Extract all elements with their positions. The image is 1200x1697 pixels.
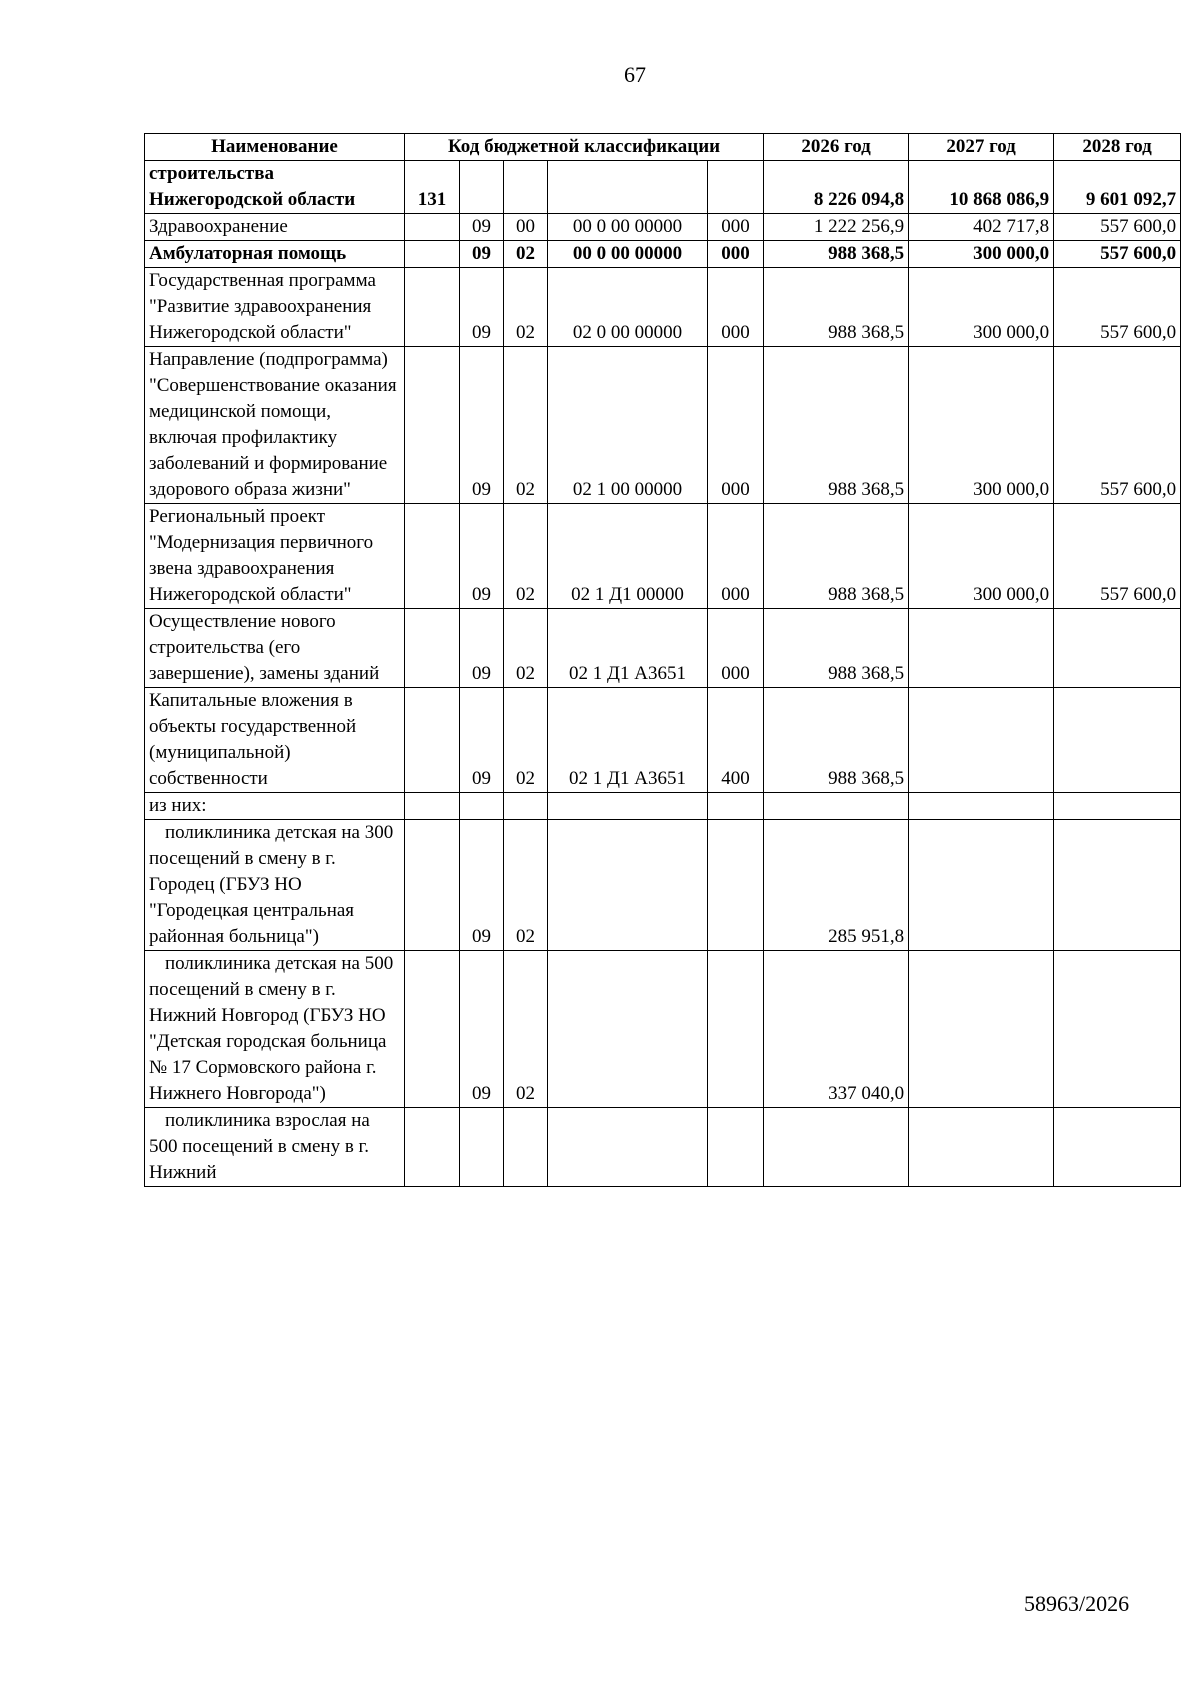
cell-subsection: 00 — [504, 214, 548, 241]
cell-target-article — [548, 161, 708, 214]
cell-name: из них: — [145, 793, 405, 820]
header-2028: 2028 год — [1054, 134, 1181, 161]
cell-expense-type — [708, 820, 764, 951]
header-2027: 2027 год — [909, 134, 1054, 161]
cell-subsection: 02 — [504, 609, 548, 688]
cell-2027: 300 000,0 — [909, 504, 1054, 609]
cell-section: 09 — [460, 504, 504, 609]
cell-name: Государственная программа "Развитие здравоохранения Нижегородской области" — [145, 268, 405, 347]
cell-grbs — [405, 1108, 460, 1187]
header-2026: 2026 год — [764, 134, 909, 161]
cell-grbs — [405, 609, 460, 688]
budget-table — [144, 133, 1181, 1187]
cell-subsection: 02 — [504, 504, 548, 609]
cell-2028 — [1054, 793, 1181, 820]
cell-expense-type: 000 — [708, 214, 764, 241]
cell-target-article: 02 0 00 00000 — [548, 268, 708, 347]
table-row — [145, 793, 1181, 820]
cell-2028: 557 600,0 — [1054, 214, 1181, 241]
cell-target-article: 02 1 Д1 00000 — [548, 504, 708, 609]
cell-name: Амбулаторная помощь — [145, 241, 405, 268]
cell-2026: 337 040,0 — [764, 951, 909, 1108]
cell-section: 09 — [460, 951, 504, 1108]
cell-expense-type — [708, 1108, 764, 1187]
header-name: Наименование — [145, 134, 405, 161]
table-row — [145, 214, 1181, 241]
cell-2027 — [909, 1108, 1054, 1187]
cell-2028 — [1054, 609, 1181, 688]
cell-2026: 988 368,5 — [764, 688, 909, 793]
cell-grbs — [405, 504, 460, 609]
cell-2026: 988 368,5 — [764, 241, 909, 268]
cell-grbs — [405, 268, 460, 347]
cell-2026 — [764, 793, 909, 820]
cell-2026: 988 368,5 — [764, 504, 909, 609]
cell-2027 — [909, 820, 1054, 951]
cell-subsection: 02 — [504, 347, 548, 504]
cell-subsection: 02 — [504, 241, 548, 268]
table-row — [145, 504, 1181, 609]
cell-name: поликлиника детская на 300 посещений в смену в г. Городец (ГБУЗ НО "Городецкая центральная районная больница") — [145, 820, 405, 951]
cell-2026: 988 368,5 — [764, 347, 909, 504]
cell-name: поликлиника взрослая на 500 посещений в смену в г. Нижний — [145, 1108, 405, 1187]
cell-2027 — [909, 688, 1054, 793]
cell-section: 09 — [460, 347, 504, 504]
cell-2026: 988 368,5 — [764, 268, 909, 347]
cell-2026 — [764, 1108, 909, 1187]
cell-2027: 402 717,8 — [909, 214, 1054, 241]
cell-2027: 300 000,0 — [909, 241, 1054, 268]
cell-grbs — [405, 214, 460, 241]
cell-grbs — [405, 241, 460, 268]
cell-grbs — [405, 951, 460, 1108]
cell-2028: 557 600,0 — [1054, 268, 1181, 347]
cell-2027 — [909, 951, 1054, 1108]
cell-subsection — [504, 793, 548, 820]
cell-subsection: 02 — [504, 951, 548, 1108]
page-number: 67 — [624, 62, 646, 87]
cell-2027: 300 000,0 — [909, 347, 1054, 504]
table-row — [145, 820, 1181, 951]
cell-2028 — [1054, 688, 1181, 793]
cell-2028: 557 600,0 — [1054, 347, 1181, 504]
cell-expense-type — [708, 793, 764, 820]
cell-section: 09 — [460, 820, 504, 951]
cell-2026: 285 951,8 — [764, 820, 909, 951]
cell-subsection: 02 — [504, 820, 548, 951]
cell-name: поликлиника детская на 500 посещений в смену в г. Нижний Новгород (ГБУЗ НО "Детская городская больница № 17 Сормовского района г. Нижнего Новгорода") — [145, 951, 405, 1108]
table-row — [145, 241, 1181, 268]
cell-target-article: 02 1 Д1 А3651 — [548, 688, 708, 793]
cell-name: Региональный проект "Модернизация первичного звена здравоохранения Нижегородской области" — [145, 504, 405, 609]
cell-section: 09 — [460, 214, 504, 241]
cell-2026: 1 222 256,9 — [764, 214, 909, 241]
cell-2027: 10 868 086,9 — [909, 161, 1054, 214]
table-row — [145, 951, 1181, 1108]
cell-name: Направление (подпрограмма) "Совершенствование оказания медицинской помощи, включая профилактику заболеваний и формирование здорового образа жизни" — [145, 347, 405, 504]
table-row — [145, 609, 1181, 688]
table-row — [145, 1108, 1181, 1187]
header-code: Код бюджетной классификации — [405, 134, 764, 161]
cell-section — [460, 161, 504, 214]
cell-name: Осуществление нового строительства (его завершение), замены зданий — [145, 609, 405, 688]
cell-section — [460, 1108, 504, 1187]
cell-2027 — [909, 793, 1054, 820]
cell-section: 09 — [460, 688, 504, 793]
cell-section: 09 — [460, 609, 504, 688]
table-row — [145, 347, 1181, 504]
cell-target-article — [548, 820, 708, 951]
cell-target-article — [548, 951, 708, 1108]
cell-subsection — [504, 1108, 548, 1187]
cell-name: Здравоохранение — [145, 214, 405, 241]
cell-target-article — [548, 793, 708, 820]
cell-2027 — [909, 609, 1054, 688]
cell-expense-type: 000 — [708, 609, 764, 688]
cell-expense-type: 000 — [708, 241, 764, 268]
cell-expense-type: 000 — [708, 504, 764, 609]
cell-expense-type: 400 — [708, 688, 764, 793]
cell-subsection: 02 — [504, 688, 548, 793]
cell-2028 — [1054, 1108, 1181, 1187]
cell-2026: 8 226 094,8 — [764, 161, 909, 214]
cell-name: Капитальные вложения в объекты государственной (муниципальной) собственности — [145, 688, 405, 793]
cell-name: строительства Нижегородской области — [145, 161, 405, 214]
cell-grbs — [405, 688, 460, 793]
cell-section: 09 — [460, 241, 504, 268]
table-row — [145, 268, 1181, 347]
table-row — [145, 161, 1181, 214]
table-row — [145, 688, 1181, 793]
cell-2026: 988 368,5 — [764, 609, 909, 688]
cell-grbs — [405, 793, 460, 820]
cell-expense-type — [708, 951, 764, 1108]
cell-target-article — [548, 1108, 708, 1187]
cell-2028: 9 601 092,7 — [1054, 161, 1181, 214]
cell-expense-type: 000 — [708, 268, 764, 347]
table-header-row — [145, 134, 1181, 161]
cell-target-article: 02 1 Д1 А3651 — [548, 609, 708, 688]
cell-target-article: 00 0 00 00000 — [548, 214, 708, 241]
cell-2028: 557 600,0 — [1054, 504, 1181, 609]
document-code: 58963/2026 — [1024, 1591, 1130, 1616]
cell-target-article: 00 0 00 00000 — [548, 241, 708, 268]
cell-subsection — [504, 161, 548, 214]
cell-expense-type — [708, 161, 764, 214]
cell-grbs: 131 — [405, 161, 460, 214]
cell-section: 09 — [460, 268, 504, 347]
cell-section — [460, 793, 504, 820]
cell-target-article: 02 1 00 00000 — [548, 347, 708, 504]
cell-subsection: 02 — [504, 268, 548, 347]
cell-2028 — [1054, 820, 1181, 951]
table-body — [145, 161, 1181, 1187]
cell-expense-type: 000 — [708, 347, 764, 504]
cell-grbs — [405, 820, 460, 951]
cell-2027: 300 000,0 — [909, 268, 1054, 347]
cell-grbs — [405, 347, 460, 504]
cell-2028 — [1054, 951, 1181, 1108]
cell-2028: 557 600,0 — [1054, 241, 1181, 268]
